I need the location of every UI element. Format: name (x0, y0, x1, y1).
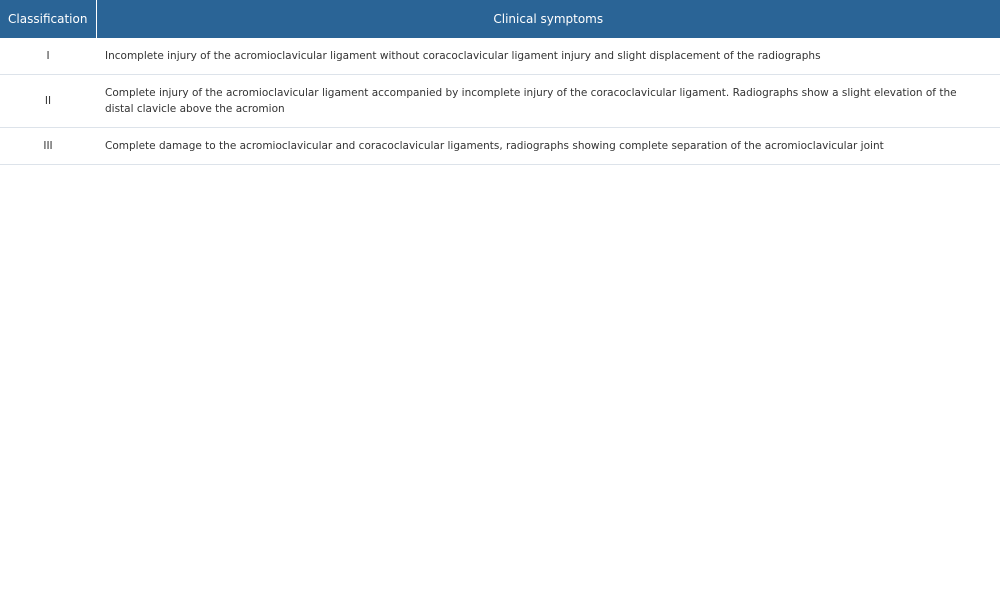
table-row (0, 38, 1000, 75)
table-body (0, 38, 1000, 165)
table-row (0, 75, 1000, 128)
symptoms-cell: Incomplete injury of the acromioclavicular ligament without coracoclavicular ligament injury and slight displacement of the radiographs (96, 38, 1000, 75)
table-row (0, 128, 1000, 165)
classification-table (0, 0, 1000, 165)
header-row (0, 0, 1000, 38)
header-clinical-symptoms: Clinical symptoms (96, 0, 1000, 38)
classification-cell: I (0, 38, 96, 75)
symptoms-cell: Complete damage to the acromioclavicular and coracoclavicular ligaments, radiographs showing complete separation of the acromioclavicular joint (96, 128, 1000, 165)
classification-cell: III (0, 128, 96, 165)
classification-cell: II (0, 75, 96, 128)
header-classification: Classification (0, 0, 96, 38)
symptoms-cell: Complete injury of the acromioclavicular ligament accompanied by incomplete injury of the coracoclavicular ligament. Radiographs show a slight elevation of the distal clavicle above the acromion (96, 75, 1000, 128)
table-header (0, 0, 1000, 38)
